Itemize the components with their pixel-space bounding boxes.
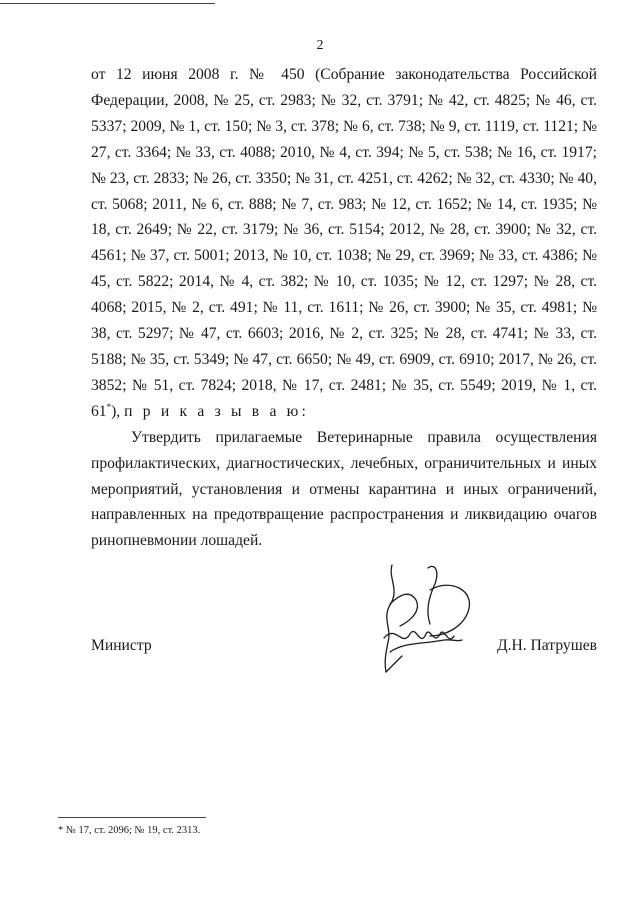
- citation-paragraph: [91, 62, 597, 425]
- signatory-name: Д.Н. Патрушев: [496, 637, 597, 654]
- footnote-marker: *: [106, 401, 112, 412]
- citation-closing: ),: [111, 402, 125, 420]
- order-word: п р и к а з ы в а ю:: [124, 402, 310, 420]
- document-body: [91, 62, 597, 554]
- signatory-title: Министр: [91, 637, 152, 654]
- citation-text: от 12 июня 2008 г. № 450 (Собрание законодательства Российской Федерации, 2008, № 25, ст. 2983; № 32, ст. 3791; № 42, ст. 4825; № 46, ст. 5337; 2009, № 1, ст. 150; № 3, ст. 378; № 6, ст. 738; № 9, ст. 1119, ст. 1121; № 27, ст. 3364; № 33, ст. 4088; 2010, № 4, ст. 394; № 5, ст. 538; № 16, ст. 1917; № 23, ст. 2833; № 26, ст. 3350; № 31, ст. 4251, ст. 4262; № 32, ст. 4330; № 40, ст. 5068; 2011, № 6, ст. 888; № 7, ст. 983; № 12, ст. 1652; № 14, ст. 1935; № 18, ст. 2649; № 22, ст. 3179; № 36, ст. 5154; 2012, № 28, ст. 3900; № 32, ст. 4561; № 37, ст. 5001; 2013, № 10, ст. 1038; № 29, ст. 3969; № 33, ст. 4386; № 45, ст. 5822; 2014, № 4, ст. 382; № 10, ст. 1035; № 12, ст. 1297; № 28, ст. 4068; 2015, № 2, ст. 491; № 11, ст. 1611; № 26, ст. 3900; № 35, ст. 4981; № 38, ст. 5297; № 47, ст. 6603; 2016, № 2, ст. 325; № 28, ст. 4741; № 33, ст. 5188; № 35, ст. 5349; № 47, ст. 6650; № 49, ст. 6909, ст. 6910; 2017, № 26, ст. 3852; № 51, ст. 7824; 2018, № 17, ст. 2481; № 35, ст. 5549; 2019, № 1, ст. 61: [91, 66, 597, 420]
- page-number: 2: [316, 38, 324, 53]
- top-rule: [0, 3, 215, 4]
- footnote: * № 17, ст. 2096; № 19, ст. 2313.: [58, 825, 201, 836]
- footnote-separator: [58, 817, 206, 818]
- order-paragraph: Утвердить прилагаемые Ветеринарные правила осуществления профилактических, диагностических, лечебных, ограничительных и иных мероприятий, установления и отмены карантина и иных ограничений, направленных на предотвращение распространения и ликвидацию очагов ринопневмонии лошадей.: [91, 428, 597, 550]
- handwritten-signature: [370, 560, 485, 685]
